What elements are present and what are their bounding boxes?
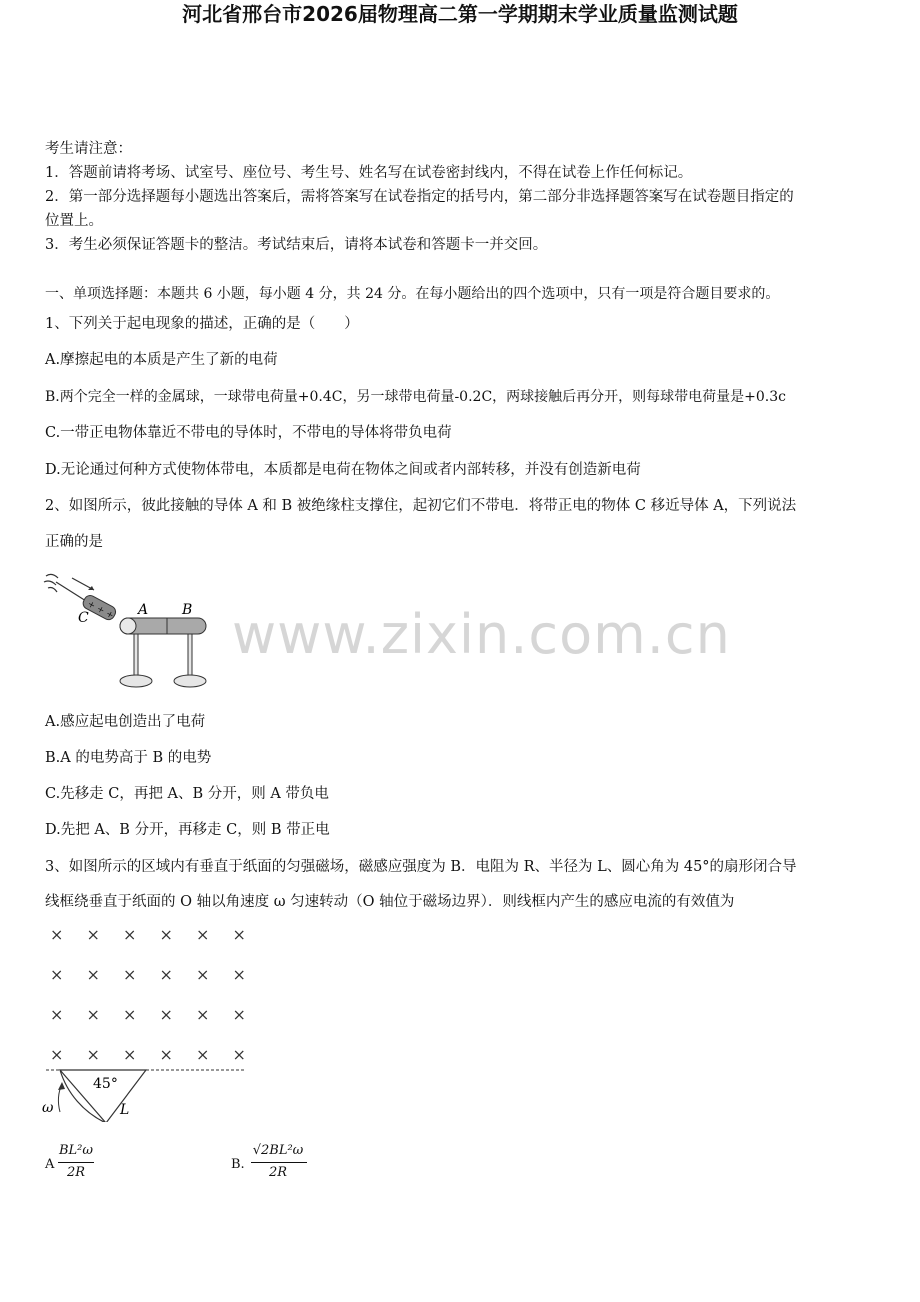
field-cross: × (50, 925, 64, 944)
field-cross: × (232, 965, 246, 984)
notice-item: 3．考生必须保证答题卡的整洁。考试结束后，请将本试卷和答题卡一并交回。 (45, 237, 548, 253)
field-cross: × (50, 1045, 64, 1064)
field-cross: × (159, 1045, 173, 1064)
q3-option-b-label: B. (231, 1157, 245, 1172)
q1-option-d: D.无论通过何种方式使物体带电，本质都是电荷在物体之间或者内部转移，并没有创造新电荷 (45, 462, 641, 478)
q2-stem-cont: 正确的是 (45, 534, 103, 550)
q2-option-c: C.先移走 C，再把 A、B 分开，则 A 带负电 (45, 786, 329, 802)
notice-item: 位置上。 (45, 213, 103, 229)
field-cross: × (159, 965, 173, 984)
q1-option-b: B.两个完全一样的金属球，一球带电荷量+0.4C，另一球带电荷量-0.2C，两球接触后再分开，则每球带电荷量是+0.3c (45, 389, 786, 405)
label-a: A (138, 602, 149, 618)
fraction-bar (58, 1162, 94, 1163)
q1-stem: 1、下列关于起电现象的描述，正确的是（ ） (45, 316, 359, 332)
q3-stem-cont: 线框绕垂直于纸面的 O 轴以角速度 ω 匀速转动（O 轴位于磁场边界）．则线框内产生的感应电流的有效值为 (45, 894, 735, 910)
field-cross: × (123, 1005, 137, 1024)
field-cross: × (196, 965, 210, 984)
label-c: C (78, 610, 89, 626)
q2-option-b: B.A 的电势高于 B 的电势 (45, 750, 212, 766)
q3-option-a-denominator: 2R (66, 1165, 86, 1180)
field-cross: × (123, 965, 137, 984)
field-cross: × (123, 1045, 137, 1064)
field-cross: × (196, 1005, 210, 1024)
q3-option-b-denominator: 2R (268, 1165, 288, 1180)
q1-option-c: C.一带正电物体靠近不带电的导体时，不带电的导体将带负电荷 (45, 425, 452, 441)
section-heading: 一、单项选择题：本题共 6 小题，每小题 4 分，共 24 分。在每小题给出的四个选项中，只有一项是符合题目要求的。 (45, 286, 780, 302)
magnetic-field-figure (36, 922, 256, 1122)
field-cross: × (232, 1045, 246, 1064)
field-cross: × (86, 1045, 100, 1064)
field-cross: × (86, 1005, 100, 1024)
angle-label: 45° (93, 1076, 118, 1092)
field-cross: × (159, 925, 173, 944)
q1-option-a: A.摩擦起电的本质是产生了新的电荷 (45, 352, 278, 368)
radius-label: L (120, 1102, 130, 1118)
omega-label: ω (42, 1100, 54, 1116)
notice-item: 1．答题前请将考场、试室号、座位号、考生号、姓名写在试卷密封线内，不得在试卷上作任何标记。 (45, 165, 693, 181)
q3-stem: 3、如图所示的区域内有垂直于纸面的匀强磁场，磁感应强度为 B．电阻为 R、半径为 L、圆心角为 45°的扇形闭合导 (45, 859, 797, 875)
notice-item: 2．第一部分选择题每小题选出答案后，需将答案写在试卷指定的括号内，第二部分非选择题答案写在试卷题目指定的 (45, 189, 794, 205)
conductor-figure (40, 568, 220, 693)
field-cross: × (232, 925, 246, 944)
q2-stem: 2、如图所示，彼此接触的导体 A 和 B 被绝缘柱支撑住，起初它们不带电．将带正电的物体 C 移近导体 A，下列说法 (45, 498, 797, 514)
fraction-bar (251, 1162, 307, 1163)
q2-option-d: D.先把 A、B 分开，再移走 C，则 B 带正电 (45, 822, 330, 838)
field-cross: × (50, 1005, 64, 1024)
field-cross: × (232, 1005, 246, 1024)
q3-option-a-numerator: BL²ω (59, 1143, 93, 1158)
field-cross: × (159, 1005, 173, 1024)
label-b: B (182, 602, 193, 618)
q3-option-a-label: A (45, 1157, 55, 1172)
field-cross: × (86, 965, 100, 984)
watermark: www.zixin.com.cn (232, 603, 731, 666)
field-cross: × (86, 925, 100, 944)
svg-text:+ + +: + + + (85, 599, 116, 622)
notice-heading: 考生请注意： (45, 141, 132, 157)
field-cross: × (50, 965, 64, 984)
field-cross: × (123, 925, 137, 944)
field-cross: × (196, 1045, 210, 1064)
q3-option-b-numerator: √2BL²ω (252, 1143, 304, 1158)
field-cross: × (196, 925, 210, 944)
page-title: 河北省邢台市2026届物理高二第一学期期末学业质量监测试题 (182, 2, 738, 26)
q2-option-a: A.感应起电创造出了电荷 (45, 714, 206, 730)
